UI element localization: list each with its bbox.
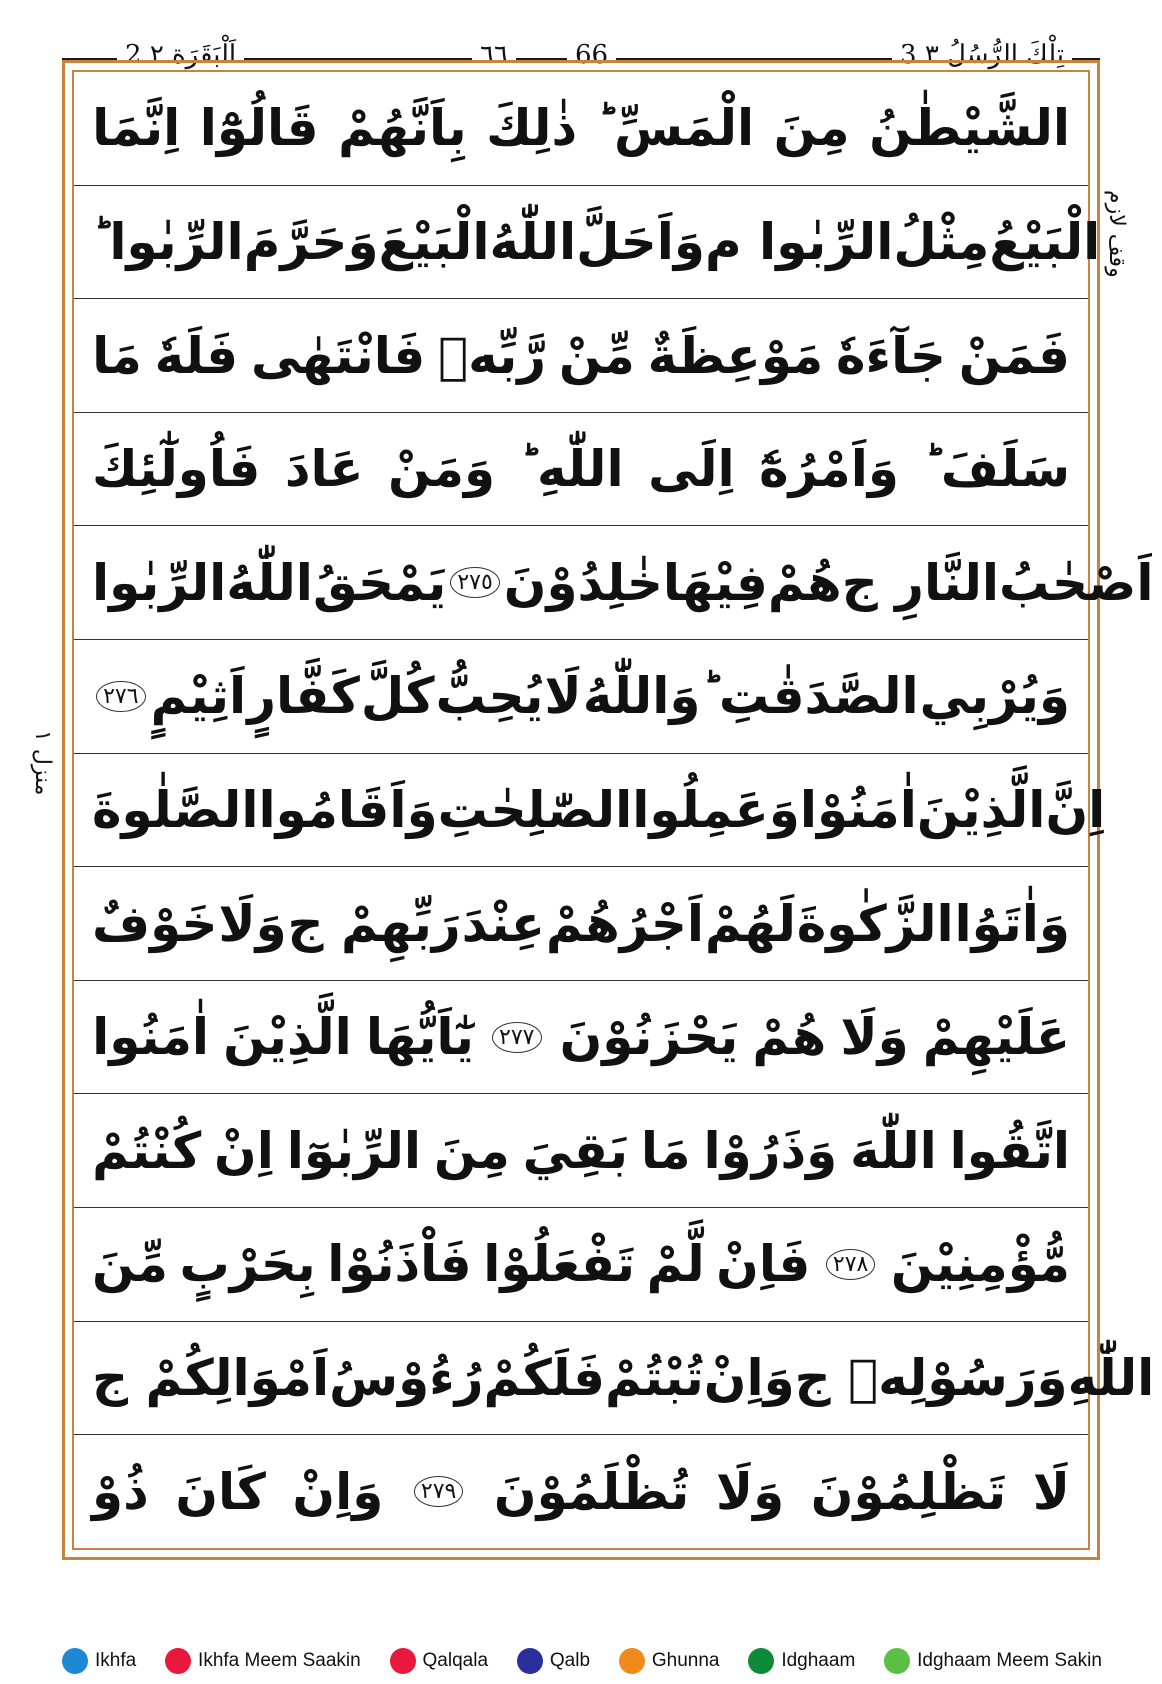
verse-word: فَمَنْ bbox=[958, 326, 1070, 385]
verse-word: فِيْهَا bbox=[662, 553, 768, 612]
verse-word: يُحِبُّ bbox=[435, 667, 544, 726]
verse-word: فَاُولٰٓئِكَ bbox=[92, 440, 261, 499]
verse-word: فَاِنْ bbox=[716, 1235, 811, 1294]
verse-word: الرِّبٰوا ؕ bbox=[92, 212, 244, 271]
verse-word: اللّٰهُ bbox=[226, 553, 313, 612]
verse-word: اتَّقُوا bbox=[949, 1121, 1070, 1180]
verse-word: فَلَكُمْ bbox=[483, 1349, 605, 1407]
verse-word: اِنَّ bbox=[1045, 780, 1106, 839]
legend-label: Qalb bbox=[549, 1650, 591, 1671]
verse-word: اَصْحٰبُ bbox=[999, 553, 1154, 612]
ayah-number-marker: ٢٧٨ bbox=[826, 1249, 875, 1280]
verse-word: عَادَ bbox=[284, 440, 364, 499]
verse-line bbox=[74, 1208, 1088, 1322]
verse-word: الصَّدَقٰتِ ؕ bbox=[701, 667, 919, 726]
verse-word: وَاِنْ bbox=[703, 1349, 795, 1407]
verse-word: الشَّيْطٰنُ bbox=[869, 99, 1070, 158]
legend-color-dot-icon bbox=[62, 1648, 88, 1674]
verse-word: مِنَ bbox=[773, 99, 850, 158]
page-number-arabic: ٦٦ bbox=[472, 40, 516, 70]
legend-item bbox=[517, 1648, 590, 1674]
verse-word: وَلَا bbox=[218, 894, 287, 953]
legend-label: Ghunna bbox=[651, 1650, 720, 1671]
manzil-note: منزل ١ bbox=[30, 730, 55, 796]
verse-word: الرِّبٰوا م bbox=[705, 212, 894, 271]
verse-word: بِاَنَّهُمْ bbox=[338, 99, 467, 158]
verse-word: سَلَفَ ؕ bbox=[923, 440, 1070, 499]
verse-line bbox=[74, 186, 1101, 300]
verse-word: لَا bbox=[1032, 1462, 1070, 1521]
verse-word: قَالُوْٓا bbox=[199, 99, 319, 158]
verse-line bbox=[74, 1435, 1088, 1548]
ayah-number-marker: ٢٧٦ bbox=[96, 681, 145, 712]
waqf-lazim-note: وقف لازم bbox=[1104, 190, 1129, 278]
verse-word: اَمْوَالِكُمْ ج bbox=[92, 1349, 330, 1407]
verse-line bbox=[74, 1322, 1155, 1436]
verse-word: فَانْتَهٰى bbox=[250, 326, 426, 385]
verse-word: اَجْرُهُمْ bbox=[545, 894, 705, 953]
verse-word: وَاَمْرُهٗٓ bbox=[759, 440, 899, 499]
verse-word: وَرَسُوْلِهٖ ج bbox=[794, 1349, 1068, 1407]
verse-word: الصّٰلِحٰتِ bbox=[437, 780, 633, 839]
verse-word: مَوْعِظَةٌ bbox=[647, 326, 824, 385]
verse-word: جَآءَهٗ bbox=[836, 326, 946, 385]
verse-line bbox=[74, 526, 1154, 640]
tajweed-legend bbox=[62, 1648, 1102, 1674]
verse-word: عِنْدَ bbox=[461, 894, 546, 953]
verse-word: النَّارِ ج bbox=[841, 553, 1000, 612]
ayah-number-marker: ٢٧٩ bbox=[414, 1476, 463, 1507]
verse-word: يَحْزَنُوْنَ bbox=[559, 1008, 739, 1067]
verse-word: كُنْتُمْ bbox=[92, 1121, 202, 1180]
verse-line bbox=[74, 299, 1088, 413]
verse-word: وَلَا bbox=[840, 1008, 909, 1067]
verse-word: وَمَنْ bbox=[388, 440, 496, 499]
legend-color-dot-icon bbox=[390, 1648, 416, 1674]
verse-word: تُبْتُمْ bbox=[604, 1349, 704, 1407]
verse-word: اٰمَنُوْا bbox=[799, 780, 917, 839]
verse-word: كَفَّارٍ bbox=[247, 667, 360, 726]
verse-word: اِلَى bbox=[648, 440, 735, 499]
verse-word: وَاَحَلَّ bbox=[576, 212, 705, 271]
legend-color-dot-icon bbox=[165, 1648, 191, 1674]
verse-word: رَّبِّهٖ bbox=[438, 326, 547, 385]
page-number: 66 bbox=[567, 40, 616, 70]
verse-word: الرِّبٰوا bbox=[92, 553, 227, 612]
legend-item bbox=[619, 1648, 720, 1674]
verse-word: اٰمَنُوا bbox=[92, 1008, 210, 1067]
verse-word: وَاِنْ bbox=[292, 1462, 384, 1521]
legend-label: Idghaam Meem Sakin bbox=[917, 1650, 1102, 1671]
verse-word: هُمْ bbox=[752, 1008, 827, 1067]
verse-word: مَا bbox=[92, 326, 142, 385]
legend-color-dot-icon bbox=[619, 1648, 645, 1674]
legend-item bbox=[62, 1648, 136, 1674]
verse-word: بَقِيَ bbox=[522, 1121, 629, 1180]
verse-word: وَاٰتَوُا bbox=[954, 894, 1070, 953]
verse-word: فَلَهٗ bbox=[154, 326, 239, 385]
ayah-number-marker: ٢٧٧ bbox=[492, 1022, 541, 1053]
verse-word: الْبَيْعَ bbox=[378, 212, 490, 271]
verse-word: عَلَيْهِمْ bbox=[922, 1008, 1070, 1067]
verse-word: وَحَرَّمَ bbox=[243, 212, 379, 271]
verse-word: خٰلِدُوْنَ bbox=[503, 553, 663, 612]
verse-word: الْبَيْعُ bbox=[989, 212, 1101, 271]
verse-word: بِحَرْبٍ bbox=[179, 1235, 316, 1294]
verse-word: لَا bbox=[544, 667, 582, 726]
verse-word: اللّٰهُ bbox=[489, 212, 577, 271]
verse-word: مِنَ bbox=[433, 1121, 510, 1180]
verse-line bbox=[74, 754, 1106, 868]
verse-line bbox=[74, 640, 1088, 754]
surah-name: 2 اَلْبَقَرَة ٢ bbox=[117, 40, 244, 70]
verse-word: لَّمْ bbox=[646, 1235, 705, 1294]
verse-word: كُلَّ bbox=[360, 667, 435, 726]
verse-word: تُظْلَمُوْنَ bbox=[493, 1462, 690, 1521]
verse-word: تَظْلِمُوْنَ bbox=[810, 1462, 1007, 1521]
verse-line bbox=[74, 413, 1088, 527]
verse-word: وَذَرُوْا bbox=[703, 1121, 838, 1180]
verse-word: هُمْ bbox=[767, 553, 842, 612]
verse-line bbox=[74, 72, 1088, 186]
legend-label: Idghaam bbox=[781, 1650, 856, 1671]
verse-word: الصَّلٰوةَ bbox=[92, 780, 259, 839]
verse-word: الزَّكٰوةَ bbox=[796, 894, 954, 953]
verse-word: اللّٰهِ bbox=[1067, 1349, 1155, 1407]
verse-word: وَيُرْبِي bbox=[919, 667, 1070, 726]
legend-label: Ikhfa bbox=[95, 1650, 137, 1671]
verse-word: لَهُمْ bbox=[704, 894, 796, 953]
legend-color-dot-icon bbox=[517, 1648, 543, 1674]
verse-word: مِّنْ bbox=[558, 326, 635, 385]
verse-word: الرِّبٰوٓا bbox=[286, 1121, 421, 1180]
verse-word: يَمْحَقُ bbox=[312, 553, 447, 612]
verse-word: ذٰلِكَ bbox=[486, 99, 578, 158]
legend-color-dot-icon bbox=[748, 1648, 774, 1674]
verse-word: مُّؤْمِنِيْنَ bbox=[890, 1235, 1070, 1294]
verse-word: اللّٰهِ ؕ bbox=[519, 440, 624, 499]
verse-word: يٰٓاَيُّهَا bbox=[365, 1008, 474, 1067]
verse-word: كَانَ bbox=[175, 1462, 266, 1521]
legend-item bbox=[748, 1648, 855, 1674]
ayah-number-marker: ٢٧٥ bbox=[450, 567, 499, 598]
verse-word: اِنَّمَا bbox=[92, 99, 181, 158]
verse-word: مِثْلُ bbox=[893, 212, 990, 271]
verse-word: اَثِيْمٍ bbox=[150, 667, 247, 726]
verse-word: رُءُوْسُ bbox=[329, 1349, 484, 1407]
verse-word: فَاْذَنُوْا bbox=[327, 1235, 472, 1294]
verse-word: مِّنَ bbox=[92, 1235, 168, 1294]
verse-word: رَبِّهِمْ ج bbox=[287, 894, 461, 953]
verse-word: وَعَمِلُوا bbox=[632, 780, 800, 839]
verse-word: وَلَا bbox=[715, 1462, 785, 1521]
legend-item bbox=[390, 1648, 489, 1674]
verse-word: تَفْعَلُوْا bbox=[483, 1235, 636, 1294]
verse-word: وَاللّٰهُ bbox=[582, 667, 701, 726]
verse-word: الَّذِيْنَ bbox=[916, 780, 1046, 839]
verse-word: اللّٰهَ bbox=[850, 1121, 937, 1180]
verse-word: وَاَقَامُوا bbox=[258, 780, 438, 839]
verse-line bbox=[74, 867, 1088, 981]
legend-item bbox=[884, 1648, 1102, 1674]
verse-line bbox=[74, 1094, 1088, 1208]
verse-word: خَوْفٌ bbox=[92, 894, 218, 953]
legend-item bbox=[165, 1648, 361, 1674]
verse-word: اِنْ bbox=[214, 1121, 274, 1180]
verse-word: مَا bbox=[640, 1121, 691, 1180]
verse-word: ذُوْ bbox=[92, 1462, 149, 1521]
legend-label: Ikhfa Meem Saakin bbox=[198, 1650, 361, 1671]
verse-line bbox=[74, 981, 1088, 1095]
legend-color-dot-icon bbox=[884, 1648, 910, 1674]
juz-name: 3 تِلْكَ الرُّسُلُ ٣ bbox=[892, 40, 1072, 70]
verse-word: الَّذِيْنَ bbox=[223, 1008, 352, 1067]
verse-word: الْمَسِّ ؕ bbox=[596, 99, 755, 158]
legend-label: Qalqala bbox=[422, 1650, 489, 1671]
